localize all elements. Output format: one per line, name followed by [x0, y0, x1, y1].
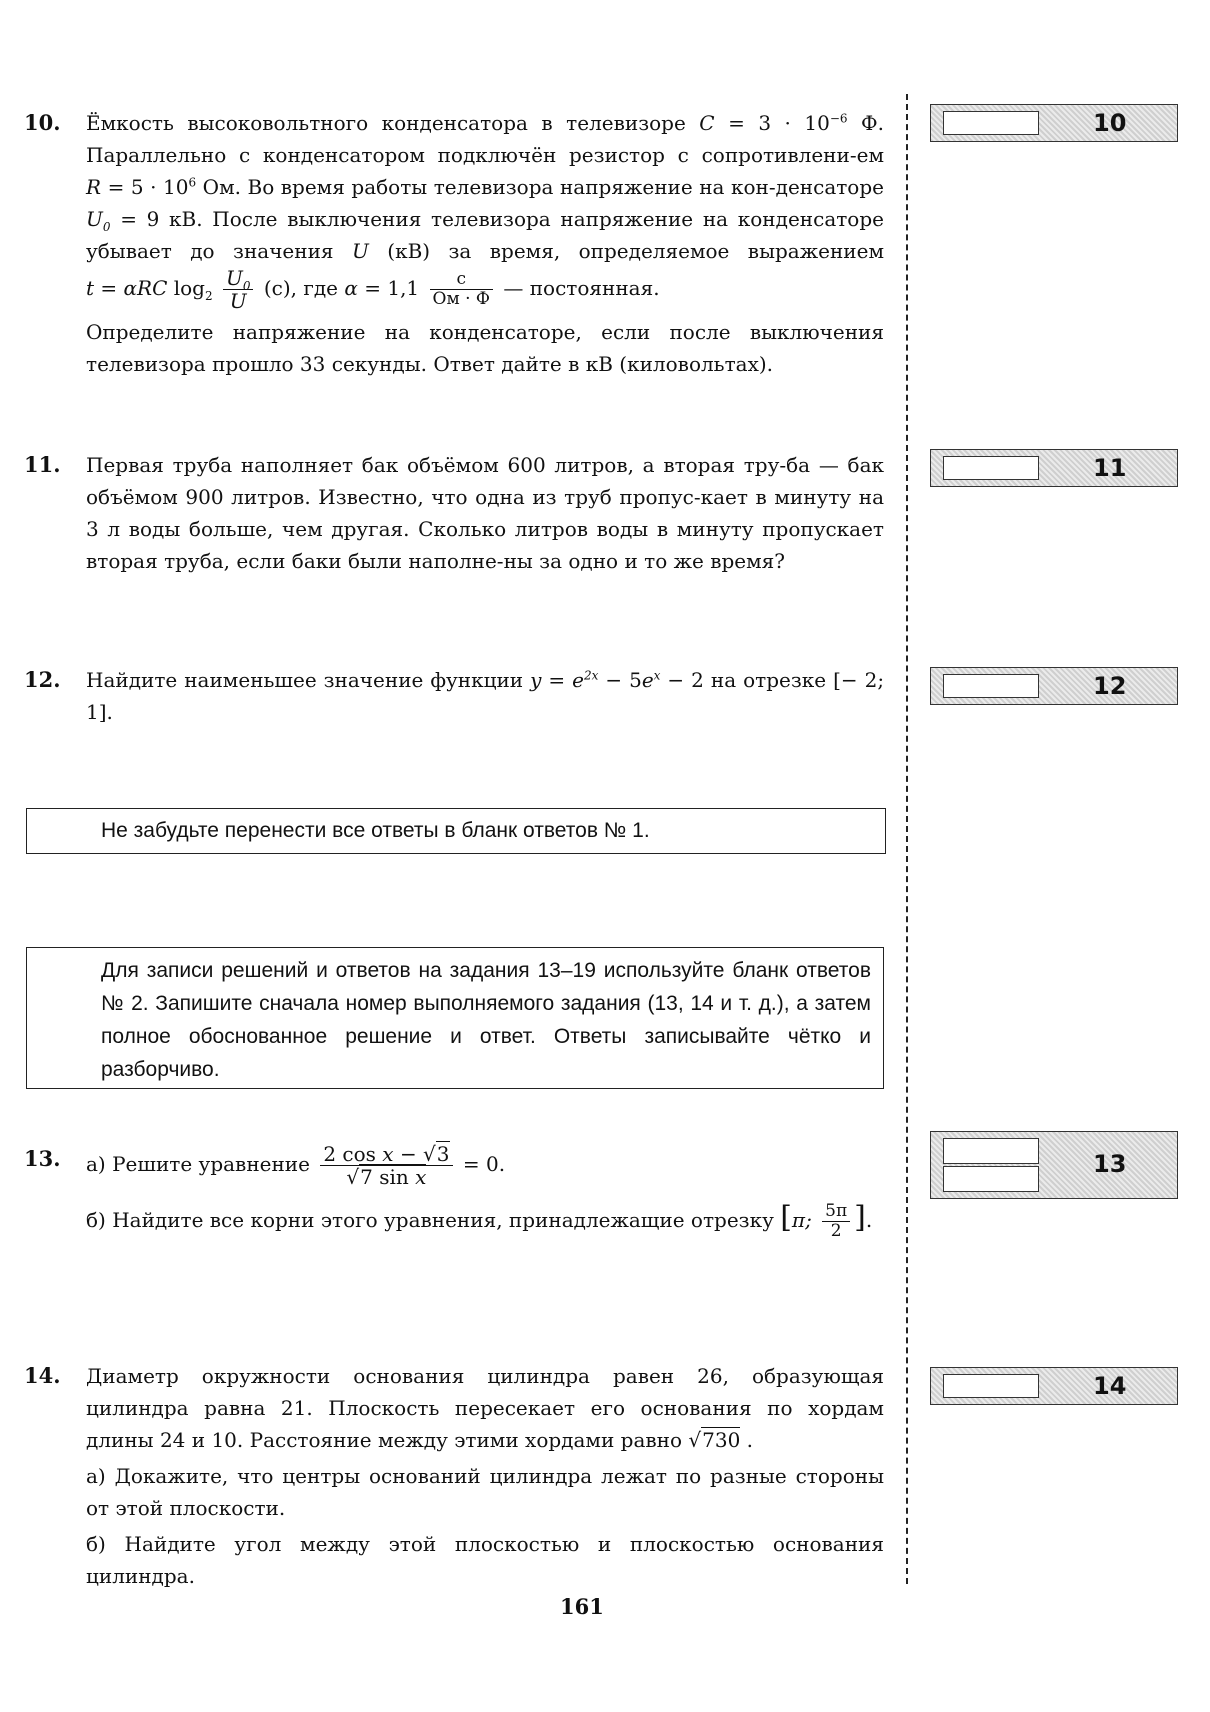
formula-function: $y = e^{2x} - 5e^x - 2$: [530, 668, 704, 692]
task-12: [24, 664, 884, 728]
task-12-text-1: Найдите наименьшее значение функции: [86, 668, 524, 692]
answer-box-10: [930, 104, 1178, 142]
task-14-text: Диаметр окружности основания цилиндра равен 26, образующая цилиндра равна 21. Плоскость пересекает его основания по хордам длины 24 и 10. Расстояние между этими хордами равно: [86, 1364, 884, 1452]
fraction-u0-over-u: $\frac{U_0}{U}$: [223, 267, 254, 312]
equation-fraction: $\frac{\text{2 cos x − √3}}{\text{√7 sin x}}$: [320, 1143, 452, 1188]
task-10-text-2: Параллельно с конденсатором подключён резистор с сопротивлени-ем: [86, 143, 884, 167]
margin-divider: [906, 94, 908, 1584]
task-text: Первая труба наполняет бак объёмом 600 литров, а вторая тру-ба — бак объёмом 900 литров. Известно, что одна из труб пропус-кает в минуту на 3 л воды больше, чем другая. Сколько литров воды в минуту пропускает вторая труба, если баки были наполне-ны за одно и то же время?: [86, 453, 884, 573]
reminder-text: Не забудьте перенести все ответы в бланк ответов № 1.: [101, 819, 650, 842]
formula-voltage-symbol: U: [351, 239, 369, 263]
formula-alpha: α = 1,1: [344, 276, 420, 300]
interval: [− 2; 1].: [86, 668, 885, 724]
answer-box-13: [930, 1131, 1178, 1199]
answer-field-10[interactable]: [943, 111, 1039, 135]
answer-box-12: [930, 667, 1178, 705]
task-13-part-b: б) Найдите все корни этого уравнения, принадлежащие отрезку: [86, 1208, 774, 1232]
page-number: 161: [560, 1594, 604, 1619]
task-11: [24, 449, 884, 577]
answer-field-11[interactable]: [943, 456, 1039, 480]
task-12-text-2: на отрезке: [710, 668, 827, 692]
answer-box-label: 12: [1093, 672, 1127, 700]
answer-field-13b[interactable]: [943, 1166, 1039, 1192]
equation-rhs: = 0.: [462, 1152, 506, 1176]
task-13-part-a: а) Решите уравнение: [86, 1152, 310, 1176]
answer-field-13a[interactable]: [943, 1138, 1039, 1164]
task-14-part-a: а) Докажите, что центры оснований цилиндра лежат по разные стороны от этой плоскости.: [86, 1464, 884, 1520]
task-10: [24, 107, 884, 380]
task-10-question: Определите напряжение на конденсаторе, если после выключения телевизора прошло 33 секунды. Ответ дайте в кВ (киловольтах).: [86, 320, 884, 376]
formula-sqrt-730: √730 .: [688, 1428, 754, 1452]
task-13: [24, 1143, 884, 1241]
formula-time: t = αRC $\log_2$ $\frac{U_0}{U}$: [86, 276, 257, 300]
formula-resistance: $R = 5 \cdot 10^6$: [86, 175, 197, 199]
instructions-text: Для записи решений и ответов на задания 13–19 используйте бланк ответов № 2. Запишите сначала номер выполняемого задания (13, 14 и т. д.), а затем полное обоснованное решение и ответ. Ответы записывайте чётко и разборчиво.: [101, 959, 871, 1081]
answer-box-label: 14: [1093, 1372, 1127, 1400]
task-14: [24, 1360, 884, 1592]
task-text: [86, 107, 884, 380]
task-10-text-3: Ом. Во время работы телевизора напряжение на кон-денсаторе: [202, 175, 884, 199]
interval-pi: [π; $\frac{5\pi}{2}$ ].: [780, 1200, 873, 1241]
task-14-part-b: б) Найдите угол между этой плоскостью и плоскостью основания цилиндра.: [86, 1532, 884, 1588]
task-10-text-5: (кВ) за время, определяемое выражением: [387, 239, 884, 263]
task-number: 14.: [24, 1363, 61, 1388]
formula-capacitance: $C = 3 \cdot 10^{-6}$ Ф.: [699, 111, 884, 135]
answer-box-label: 10: [1093, 109, 1127, 137]
task-10-text-1: Ёмкость высоковольтного конденсатора в телевизоре: [86, 111, 686, 135]
answer-field-12[interactable]: [943, 674, 1039, 698]
fraction-5pi-over-2: $\frac{5\pi}{2}$: [822, 1202, 850, 1240]
answer-field-14[interactable]: [943, 1374, 1039, 1398]
formula-initial-voltage: $U_0 = 9$: [86, 207, 160, 234]
task-10-text-6: (с), где: [263, 276, 338, 300]
task-number: 11.: [24, 452, 61, 477]
answer-box-label: 13: [1093, 1150, 1127, 1178]
task-number: 12.: [24, 667, 61, 692]
answer-box-14: [930, 1367, 1178, 1405]
answer-box-11: [930, 449, 1178, 487]
task-10-text-4: кВ. После выключения телевизора напряжение на конденсаторе убывает до значения: [86, 207, 884, 263]
task-number: 10.: [24, 110, 61, 135]
instructions-box: [26, 947, 884, 1089]
task-10-text-7: — постоянная.: [503, 276, 660, 300]
task-number: 13.: [24, 1146, 61, 1171]
fraction-units: $\frac{с}{Ом \cdot Ф}$: [430, 270, 493, 308]
answer-box-label: 11: [1093, 454, 1127, 482]
reminder-box: [26, 808, 886, 854]
